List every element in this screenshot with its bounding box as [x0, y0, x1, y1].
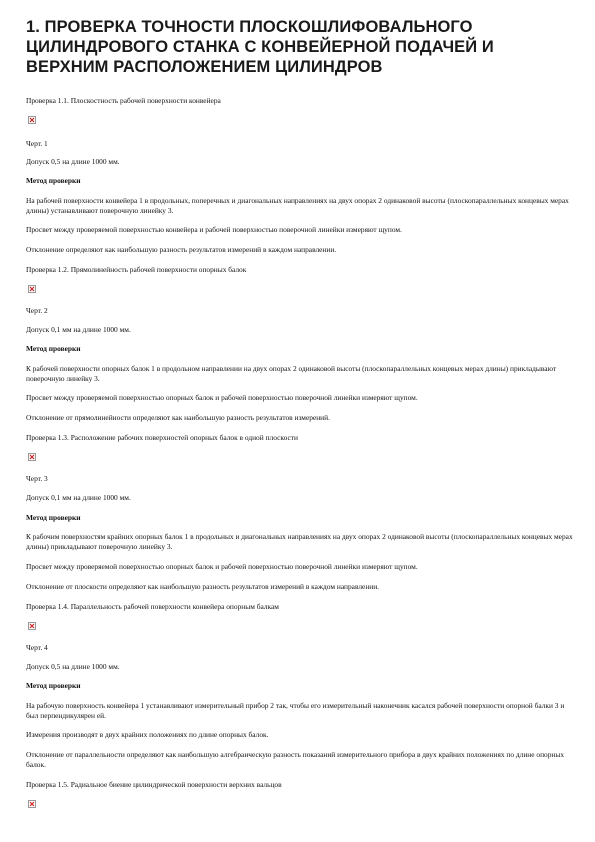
- broken-image-icon: [28, 800, 36, 808]
- method-paragraph-1a: На рабочей поверхности конвейера 1 в продольных, поперечных и диагональных направлениях на двух опорах 2 одинаковой высоты (плоскопараллельных концевых мерах длины) устанавливают поверочную линейку 3.: [26, 196, 569, 215]
- method-paragraph-3a: К рабочим поверхностям крайних опорных балок 1 в продольных и диагональных направлениях на двух опорах 2 одинаковой высоты (плоскопараллельных концевых мерах длины) прикладывают поверочную линейку 3.: [26, 532, 573, 551]
- tolerance-2: Допуск 0,1 мм на длине 1000 мм.: [26, 325, 131, 334]
- method-paragraph-2b: Просвет между проверяемой поверхностью опорных балок и рабочей поверхностью поверочной линейки измеряют щупом.: [26, 393, 418, 402]
- method-paragraph-2a: К рабочей поверхности опорных балок 1 в продольном направлении на двух опорах 2 одинаковой высоты (плоскопараллельных концевых мерах длины) прикладывают поверочную линейку 3.: [26, 364, 557, 383]
- tolerance-4: Допуск 0,5 на длине 1000 мм.: [26, 662, 120, 671]
- check-heading-1-3: Проверка 1.3. Расположение рабочих поверхностей опорных балок в одной плоскости: [26, 433, 298, 442]
- tolerance-3: Допуск 0,1 мм на длине 1000 мм.: [26, 493, 131, 502]
- figure-caption-4: Черт. 4: [26, 643, 48, 652]
- broken-image-icon: [28, 285, 36, 293]
- method-paragraph-3b: Просвет между проверяемой поверхностью опорных балок и рабочей поверхностью поверочной линейки измеряют щупом.: [26, 562, 418, 571]
- method-paragraph-2c: Отклонение от прямолинейности определяют как наибольшую разность результатов измерений.: [26, 413, 330, 422]
- method-paragraph-3c: Отклонение от плоскости определяют как наибольшую разность результатов измерений в каждом направлении.: [26, 582, 380, 591]
- check-heading-1-4: Проверка 1.4. Параллельность рабочей поверхности конвейера опорным балкам: [26, 602, 279, 611]
- check-heading-1-5: Проверка 1.5. Радиальное биение цилиндрической поверхности верхних вальцов: [26, 780, 282, 789]
- method-label-1: Метод проверки: [26, 176, 81, 185]
- page-title: 1. ПРОВЕРКА ТОЧНОСТИ ПЛОСКОШЛИФОВАЛЬНОГО ЦИЛИНДРОВОГО СТАНКА С КОНВЕЙЕРНОЙ ПОДАЧЕЙ И ВЕРХНИМ РАСПОЛОЖЕНИЕМ ЦИЛИНДРОВ: [26, 18, 494, 76]
- check-heading-1-1: Проверка 1.1. Плоскостность рабочей поверхности конвейера: [26, 96, 221, 105]
- method-label-4: Метод проверки: [26, 681, 81, 690]
- method-label-2: Метод проверки: [26, 344, 81, 353]
- tolerance-1: Допуск 0,5 на длине 1000 мм.: [26, 157, 120, 166]
- method-label-3: Метод проверки: [26, 513, 81, 522]
- figure-caption-1: Черт. 1: [26, 139, 48, 148]
- check-heading-1-2: Проверка 1.2. Прямолинейность рабочей поверхности опорных балок: [26, 265, 247, 274]
- method-paragraph-1c: Отклонение определяют как наибольшую разность результатов измерений в каждом направлении.: [26, 245, 337, 254]
- broken-image-icon: [28, 453, 36, 461]
- broken-image-icon: [28, 116, 36, 124]
- figure-caption-3: Черт. 3: [26, 474, 48, 483]
- method-paragraph-4c: Отклонение от параллельности определяют как наибольшую алгебраическую разность показаний измерительного прибора в двух крайних положениях по длине опорных балок.: [26, 750, 565, 769]
- figure-caption-2: Черт. 2: [26, 306, 48, 315]
- method-paragraph-1b: Просвет между проверяемой поверхностью конвейера и рабочей поверхностью поверочной линейки измеряют щупом.: [26, 225, 402, 234]
- method-paragraph-4a: На рабочую поверхность конвейера 1 устанавливают измерительный прибор 2 так, чтобы его измерительный наконечник касался рабочей поверхности опорной балки 3 и был перпендикулярен ей.: [26, 701, 565, 720]
- method-paragraph-4b: Измерения производят в двух крайних положениях по длине опорных балок.: [26, 730, 269, 739]
- broken-image-icon: [28, 622, 36, 630]
